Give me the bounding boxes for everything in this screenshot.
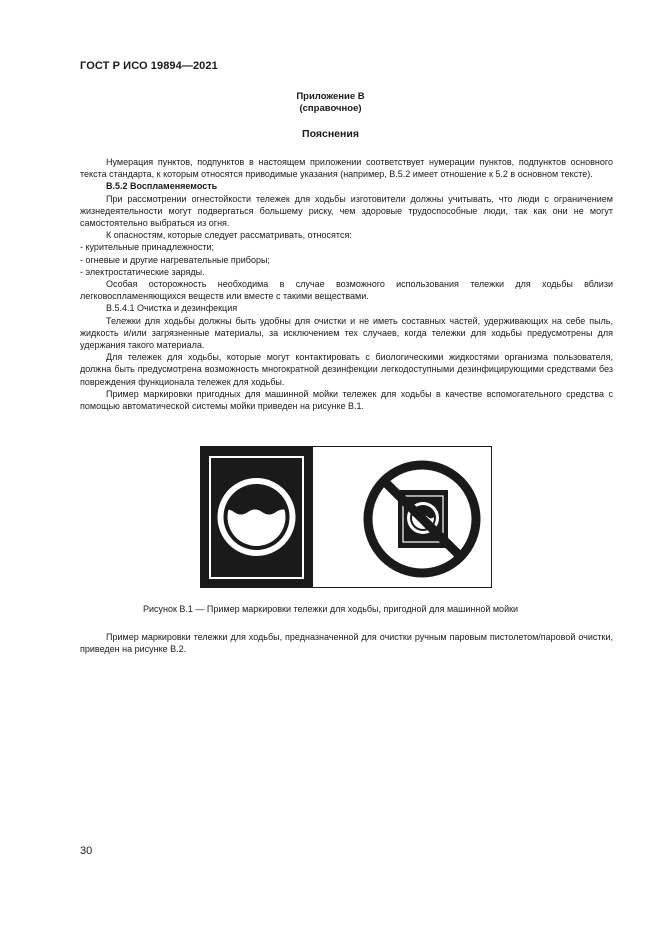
body-text-after-figure (80, 631, 613, 655)
list-item: - электростатические заряды. (80, 266, 205, 277)
section-title: Пояснения (302, 128, 359, 140)
paragraph-cleaning: Тележки для ходьбы должны быть удобны для очистки и не иметь составных частей, удерживающих на себе пыль, жидкость и/или загрязненные материалы, за исключением тех случаев, когда тележки для ходьбы предусмотрены для удержания такого материала. (80, 315, 613, 351)
washing-machine-symbol-icon (200, 446, 313, 588)
list-item: - курительные принадлежности; (80, 242, 215, 253)
body-text (80, 156, 613, 412)
list-item: - огневые и другие нагревательные приборы; (80, 254, 270, 265)
figure-b1 (200, 446, 492, 588)
figure-caption: Рисунок В.1 — Пример маркировки тележки для ходьбы, пригодной для машинной мойки (142, 604, 519, 614)
paragraph-fire-resistance: При рассмотрении огнестойкости тележек для ходьбы изготовители должны учитывать, что люди с ограничением жизнедеятельности могут подвергаться большему риску, чем здоровые трудоспособные люди, так как они не могут самостоятельно выбраться из огня. (80, 193, 613, 229)
paragraph-hazards-intro: К опасностям, которые следует рассматривать, относятся: (106, 230, 352, 241)
paragraph-figure-b2-ref: Пример маркировки тележки для ходьбы, предназначенной для очистки ручным паровым пистолетом/паровой очистки, приведен на рисунке В.2. (80, 632, 613, 655)
paragraph-caution: Особая осторожность необходима в случае возможного использования тележки для ходьбы вблизи легковоспламеняющихся веществ или вместе с такими веществами. (80, 279, 613, 302)
standard-header: ГОСТ Р ИСО 19894—2021 (80, 60, 218, 72)
paragraph-disinfection: Для тележек для ходьбы, которые могут контактировать с биологическими жидкостями организма пользователя, должна быть предусмотрена возможность многократной дезинфекции легкодоступными дезинфицирующими средствами без повреждения функционала тележек для ходьбы. (80, 352, 613, 387)
appendix-type: (справочное) (299, 103, 362, 114)
subsection-heading-cleaning: В.5.4.1 Очистка и дезинфекция (106, 303, 238, 314)
appendix-title: Приложение В (296, 91, 365, 102)
paragraph-figure-ref: Пример маркировки пригодных для машинной мойки тележек для ходьбы в качестве вспомогательного средства с помощью автоматической системы мойки приведен на рисунке В.1. (80, 388, 613, 412)
paragraph-numbering: Нумерация пунктов, подпунктов в настоящем приложении соответствует нумерации пунктов, подпунктов основного текста стандарта, к которым относятся приводимые указания (например, В.5.2 имеет отношение к 5.2 в основном тексте). (80, 157, 613, 180)
page-number: 30 (80, 845, 93, 857)
subsection-heading-flammability: В.5.2 Воспламеняемость (106, 181, 218, 192)
